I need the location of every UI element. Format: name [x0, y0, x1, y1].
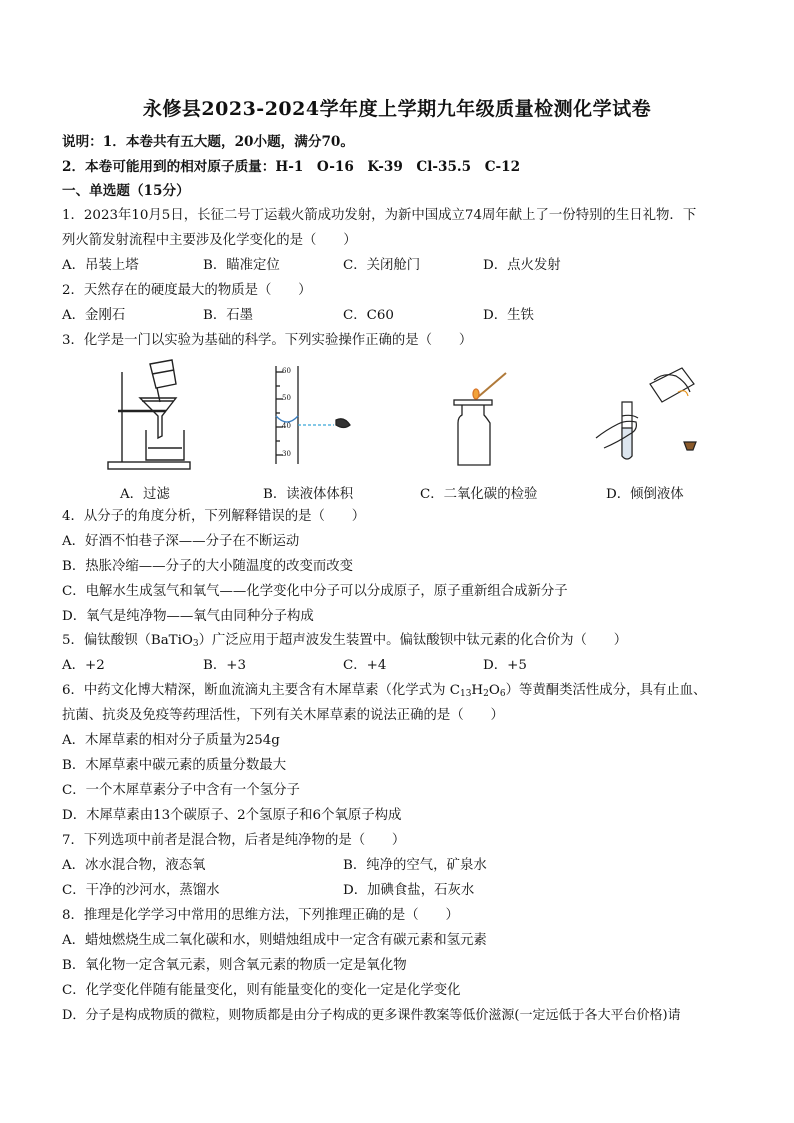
intro-line-2: 2．本卷可能用到的相对原子质量：H-1 O-16 K-39 Cl-35.5 C-12 [62, 159, 521, 175]
q6-stem-1: 6．中药文化博大精深，断血流滴丸主要含有木犀草素（化学式为 $C_{13}H_2O_6$）等黄酮类活性成分，具有止血、 [62, 683, 707, 699]
tick-label-60: 60 [282, 367, 291, 375]
q8-option-a: A．蜡烛燃烧生成二氧化碳和水，则蜡烛组成中一定含有碳元素和氢元素 [62, 933, 487, 948]
q1-stem-2: 列火箭发射流程中主要涉及化学变化的是（ ） [62, 233, 357, 248]
q5-option-d: D．+5 [483, 658, 527, 673]
q4-option-a: A．好酒不怕巷子深——分子在不断运动 [62, 534, 300, 549]
tick-label-40: 40 [282, 422, 291, 430]
co2-test-diagram [448, 365, 528, 469]
q1-option-c: C．关闭舱门 [343, 258, 421, 273]
q3-option-d: D．倾倒液体 [606, 487, 684, 502]
q5-option-c: C．+4 [343, 658, 387, 673]
tick-label-30: 30 [282, 450, 291, 458]
q2-option-a: A．金刚石 [62, 308, 126, 323]
q7-option-d: D．加碘食盐，石灰水 [343, 883, 475, 898]
q6-stem-2: 抗菌、抗炎及免疫等药理活性，下列有关木犀草素的说法正确的是（ ） [62, 708, 504, 723]
q6-option-b: B．木犀草素中碳元素的质量分数最大 [62, 758, 287, 773]
q3-option-c: C．二氧化碳的检验 [420, 487, 538, 502]
q4-stem: 4．从分子的角度分析，下列解释错误的是（ ） [62, 509, 366, 524]
q3-option-b: B．读液体体积 [263, 487, 354, 502]
filtration-diagram [100, 358, 200, 474]
q4-option-c: C．电解水生成氢气和氧气——化学变化中分子可以分成原子，原子重新组合成新分子 [62, 584, 568, 599]
q1-stem-1: 1．2023年10月5日，长征二号丁运载火箭成功发射，为新中国成立74周年献上了一份特别的生日礼物．下 [62, 208, 697, 223]
q6-option-d: D．木犀草素由13个碳原子、2个氢原子和6个氧原子构成 [62, 808, 402, 823]
q4-option-b: B．热胀冷缩——分子的大小随温度的改变而改变 [62, 559, 354, 574]
q8-option-d: D．分子是构成物质的微粒，则物质都是由分子构成的更多课件教案等低价滋源(一定远低于各大平台价格)请 [62, 1008, 681, 1023]
q8-option-c: C．化学变化伴随有能量变化，则有能量变化的变化一定是化学变化 [62, 983, 461, 998]
q8-option-b: B．氧化物一定含氧元素，则含氧元素的物质一定是氧化物 [62, 958, 407, 973]
q2-option-c: C．C60 [343, 308, 394, 323]
q6-option-a: A．木犀草素的相对分子质量为254g [62, 733, 280, 748]
q5-option-b: B．+3 [203, 658, 246, 673]
q2-option-d: D．生铁 [483, 308, 534, 323]
q5-option-a: A．+2 [62, 658, 105, 673]
q5-stem: 5．偏钛酸钡（BaTiO$_3$）广泛应用于超声波发生装置中。偏钛酸钡中钛元素的化合价为（ ） [62, 633, 628, 649]
q7-option-a: A．冰水混合物，液态氧 [62, 858, 206, 873]
intro-line-1: 说明：1．本卷共有五大题，20小题，满分70。 [62, 134, 354, 150]
q8-stem: 8．推理是化学学习中常用的思维方法，下列推理正确的是（ ） [62, 908, 459, 923]
tick-label-50: 50 [282, 394, 291, 402]
q6-option-c: C．一个木犀草素分子中含有一个氢分子 [62, 783, 300, 798]
q1-option-a: A．吊装上塔 [62, 258, 139, 273]
q1-option-b: B．瞄准定位 [203, 258, 280, 273]
q7-option-c: C．干净的沙河水，蒸馏水 [62, 883, 220, 898]
q2-option-b: B．石墨 [203, 308, 254, 323]
q7-stem: 7．下列选项中前者是混合物，后者是纯净物的是（ ） [62, 833, 406, 848]
page-title: 永修县2023-2024学年度上学期九年级质量检测化学试卷 [142, 98, 652, 120]
q2-stem: 2．天然存在的硬度最大的物质是（ ） [62, 283, 312, 298]
section-heading: 一、单选题（15分） [62, 183, 190, 199]
q3-option-a: A．过滤 [120, 487, 170, 502]
q3-stem: 3．化学是一门以实验为基础的科学。下列实验操作正确的是（ ） [62, 333, 473, 348]
q1-option-d: D．点火发射 [483, 258, 561, 273]
q4-option-d: D．氧气是纯净物——氧气由同种分子构成 [62, 609, 314, 624]
pouring-liquid-diagram [592, 362, 704, 470]
q7-option-b: B．纯净的空气，矿泉水 [343, 858, 487, 873]
